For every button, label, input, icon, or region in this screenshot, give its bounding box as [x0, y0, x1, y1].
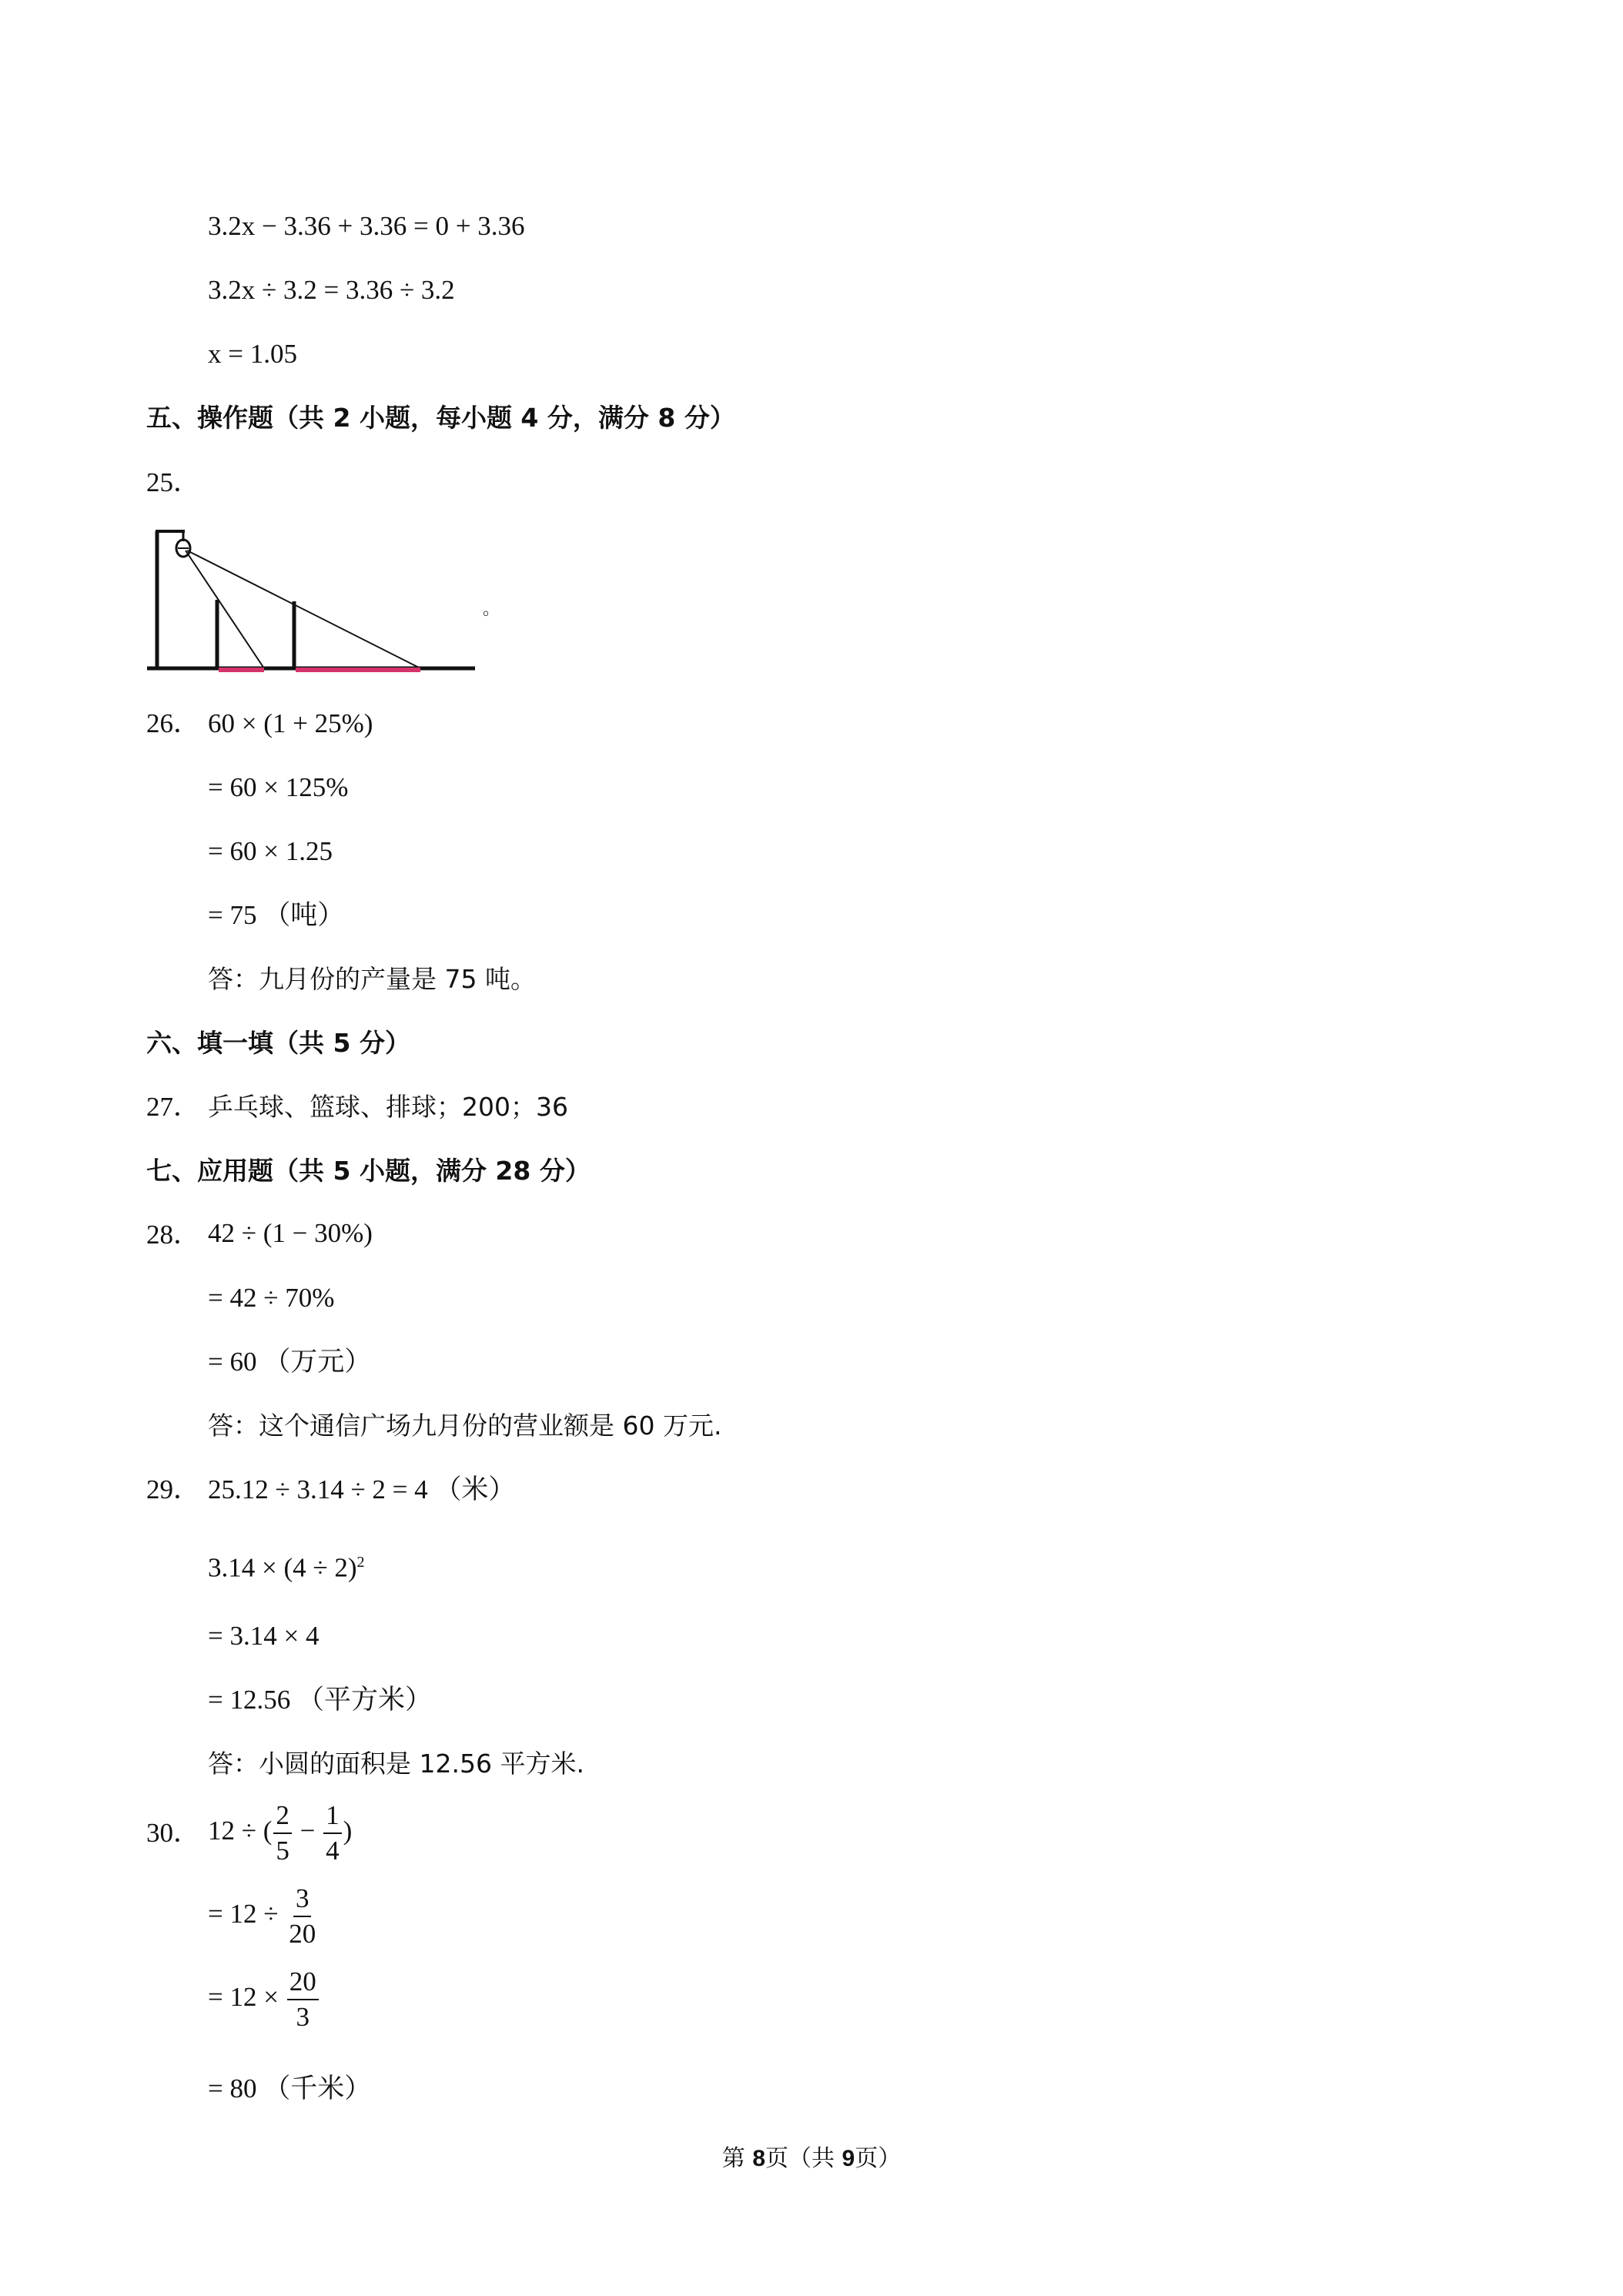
q28-number: 28． — [146, 1220, 201, 1250]
q30-step-1-prefix: 12 ÷ ( — [208, 1816, 273, 1846]
total-page-count: 9 — [842, 2146, 855, 2171]
q26-number: 26． — [146, 708, 201, 738]
fraction-denominator: 4 — [326, 1836, 340, 1866]
q30-step-4: = 80 （千米） — [208, 2073, 372, 2104]
fraction-denominator: 5 — [276, 1836, 289, 1866]
fraction-denominator: 3 — [296, 2002, 310, 2032]
fraction-3-20 — [286, 1882, 318, 1951]
section-six-heading: 六、填一填（共 5 分） — [146, 1028, 410, 1058]
q28-step-1: 42 ÷ (1 − 30%) — [208, 1218, 373, 1248]
q28-answer: 答：这个通信广场九月份的营业额是 60 万元. — [208, 1411, 722, 1441]
q30-step-1-suffix: ) — [343, 1816, 353, 1846]
q30-step-1 — [208, 1799, 352, 1868]
fraction-20-3 — [287, 1965, 319, 2034]
q27-number: 27． — [146, 1092, 201, 1122]
equation-line-3: x = 1.05 — [208, 339, 297, 369]
fraction-2-5 — [273, 1799, 292, 1868]
q30-step-3-prefix: = 12 × — [208, 1982, 286, 2013]
q29-step-4: = 12.56 （平方米） — [208, 1685, 432, 1715]
section-five-heading: 五、操作题（共 2 小题，每小题 4 分，满分 8 分） — [146, 403, 735, 433]
q26-step-2: = 60 × 125% — [208, 772, 349, 802]
footer-suffix: 页） — [855, 2145, 902, 2172]
q29-step-1: 25.12 ÷ 3.14 ÷ 2 = 4 （米） — [208, 1474, 516, 1504]
q27-answer: 乒乓球、篮球、排球；200；36 — [208, 1092, 568, 1122]
shadow-diagram — [142, 520, 481, 678]
q29-step-3: = 3.14 × 4 — [208, 1621, 320, 1651]
q29-answer: 答：小圆的面积是 12.56 平方米. — [208, 1749, 584, 1779]
fraction-numerator: 2 — [273, 1799, 292, 1834]
q28-step-2: = 42 ÷ 70% — [208, 1283, 335, 1313]
q25-period: 。 — [483, 600, 500, 619]
light-ray-1 — [186, 551, 264, 668]
q26-step-4: = 75 （吨） — [208, 900, 345, 930]
minus-sign: − — [293, 1816, 323, 1846]
section-seven-heading: 七、应用题（共 5 小题，满分 28 分） — [146, 1156, 591, 1186]
fraction-numerator: 1 — [323, 1799, 342, 1834]
footer-middle: 页（共 — [765, 2145, 842, 2172]
q29-step-2 — [208, 1545, 365, 1585]
q30-step-2 — [208, 1882, 320, 1951]
q30-step-3 — [208, 1965, 320, 2034]
q26-step-3: = 60 × 1.25 — [208, 836, 333, 866]
q26-answer: 答：九月份的产量是 75 吨。 — [208, 964, 536, 994]
fraction-denominator: 20 — [289, 1919, 316, 1949]
page-footer — [0, 2139, 1623, 2173]
q28-step-3: = 60 （万元） — [208, 1347, 372, 1377]
q29-number: 29． — [146, 1474, 201, 1504]
q26-step-1: 60 × (1 + 25%) — [208, 708, 373, 738]
fraction-numerator: 3 — [293, 1882, 312, 1917]
q30-number: 30． — [146, 1818, 201, 1848]
q25-number: 25． — [146, 467, 201, 497]
fraction-numerator: 20 — [287, 1965, 319, 2000]
q29-step-2-base: 3.14 × (4 ÷ 2) — [208, 1552, 357, 1583]
equation-line-2: 3.2x ÷ 3.2 = 3.36 ÷ 3.2 — [208, 275, 455, 305]
q30-step-2-prefix: = 12 ÷ — [208, 1899, 286, 1930]
light-ray-2 — [187, 551, 420, 668]
equation-line-1: 3.2x − 3.36 + 3.36 = 0 + 3.36 — [208, 211, 525, 241]
footer-prefix: 第 — [721, 2145, 753, 2172]
q29-step-2-exponent: 2 — [356, 1554, 365, 1571]
current-page-number: 8 — [752, 2146, 765, 2171]
fraction-1-4 — [323, 1799, 342, 1868]
